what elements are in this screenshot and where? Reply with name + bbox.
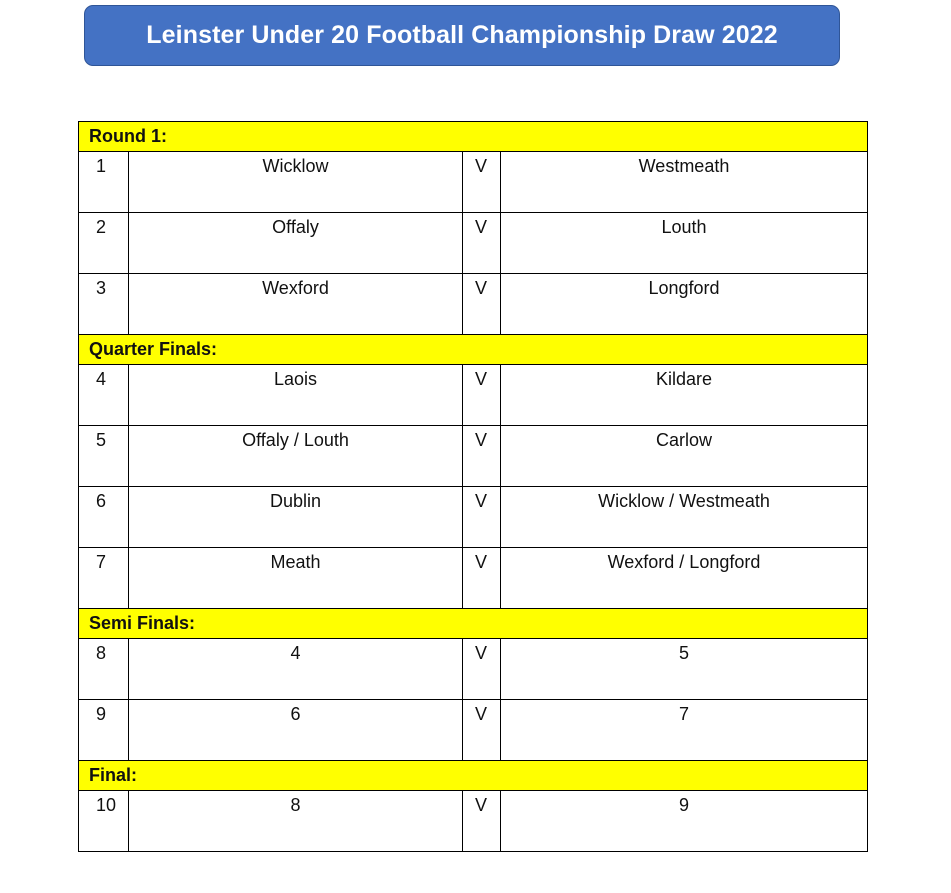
match-row <box>79 274 868 335</box>
match-number: 6 <box>79 487 129 548</box>
match-number: 3 <box>79 274 129 335</box>
versus-label: V <box>463 700 501 761</box>
away-team: Kildare <box>501 365 868 426</box>
away-team: Westmeath <box>501 152 868 213</box>
home-team: Wicklow <box>129 152 463 213</box>
section-label: Round 1: <box>79 122 868 152</box>
versus-label: V <box>463 152 501 213</box>
match-row <box>79 426 868 487</box>
draw-table <box>78 121 868 852</box>
home-team: 8 <box>129 791 463 852</box>
section-header-row <box>79 335 868 365</box>
match-row <box>79 152 868 213</box>
home-team: Offaly <box>129 213 463 274</box>
home-team: 4 <box>129 639 463 700</box>
versus-label: V <box>463 791 501 852</box>
home-team: Offaly / Louth <box>129 426 463 487</box>
match-row <box>79 365 868 426</box>
section-header-row <box>79 609 868 639</box>
match-number: 7 <box>79 548 129 609</box>
away-team: Carlow <box>501 426 868 487</box>
home-team: Laois <box>129 365 463 426</box>
away-team: 7 <box>501 700 868 761</box>
title-banner <box>84 5 840 66</box>
match-row <box>79 548 868 609</box>
section-label: Final: <box>79 761 868 791</box>
versus-label: V <box>463 213 501 274</box>
section-label: Quarter Finals: <box>79 335 868 365</box>
away-team: 5 <box>501 639 868 700</box>
match-number: 9 <box>79 700 129 761</box>
match-row <box>79 639 868 700</box>
versus-label: V <box>463 274 501 335</box>
match-number: 8 <box>79 639 129 700</box>
draw-table-body <box>79 122 868 852</box>
match-row <box>79 213 868 274</box>
home-team: Wexford <box>129 274 463 335</box>
section-label: Semi Finals: <box>79 609 868 639</box>
away-team: Louth <box>501 213 868 274</box>
home-team: 6 <box>129 700 463 761</box>
match-number: 2 <box>79 213 129 274</box>
away-team: Wexford / Longford <box>501 548 868 609</box>
match-number: 5 <box>79 426 129 487</box>
match-number: 4 <box>79 365 129 426</box>
away-team: Wicklow / Westmeath <box>501 487 868 548</box>
page-title: Leinster Under 20 Football Championship Draw 2022 <box>146 21 778 49</box>
match-row <box>79 791 868 852</box>
match-row <box>79 700 868 761</box>
section-header-row <box>79 761 868 791</box>
match-number: 10 <box>79 791 129 852</box>
versus-label: V <box>463 426 501 487</box>
away-team: Longford <box>501 274 868 335</box>
home-team: Meath <box>129 548 463 609</box>
versus-label: V <box>463 639 501 700</box>
match-row <box>79 487 868 548</box>
section-header-row <box>79 122 868 152</box>
home-team: Dublin <box>129 487 463 548</box>
match-number: 1 <box>79 152 129 213</box>
versus-label: V <box>463 487 501 548</box>
versus-label: V <box>463 548 501 609</box>
versus-label: V <box>463 365 501 426</box>
away-team: 9 <box>501 791 868 852</box>
